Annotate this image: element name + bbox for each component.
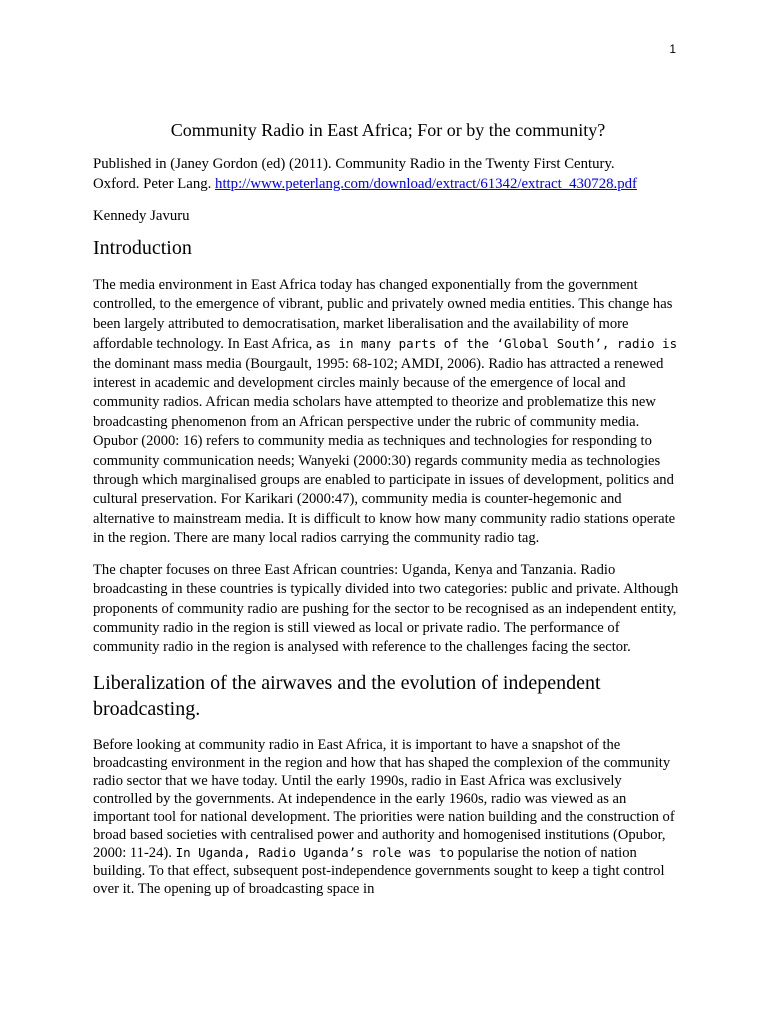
section-heading-liberalization: Liberalization of the airwaves and the evolution of independent broadcasting. xyxy=(93,671,601,720)
paragraph-liberalization-1-part-b: In Uganda, Radio Uganda’s role was to xyxy=(175,844,455,860)
paragraph-intro-1-part-b: as in many parts of the ‘Global South’, radio is xyxy=(315,336,678,352)
publication-line-2-prefix: Oxford. Peter Lang. xyxy=(93,176,216,192)
paragraph-intro-2: The chapter focuses on three East African countries: Uganda, Kenya and Tanzania. Radio broadcasting in these countries is typically divided into two categories: public and private. Although proponents of community radio are pushing for the sector to be recognised as an independent entity, community radio in the region is still viewed as local or private radio. The performance of community radio in the region is analysed with reference to the challenges facing the sector. xyxy=(93,561,679,656)
paragraph-liberalization-1-part-a: Before looking at community radio in East Africa, it is important to have a snapshot of the broadcasting environment in the region and how that has shaped the complexion of the community radio sector that we have today. Until the early 1990s, radio in East Africa was exclusively controlled by the governments. At independence in the early 1960s, radio was viewed as an important tool for national development. The priorities were nation building and the construction of broad based societies with centralised power and authority and homogenised institutions (Opubor, 2000: 11-24). xyxy=(93,736,675,861)
paragraph-intro-1-part-c: the dominant mass media (Bourgault, 1995: 68-102; AMDI, 2006). Radio has attracted a renewed interest in academic and development circles mainly because of the emergence of local and community radios. African media scholars have attempted to theorize and problematize this new broadcasting phenomenon from an African perspective under the rubric of community media. Opubor (2000: 16) refers to community media as techniques and technologies for responding to community communication needs; Wanyeki (2000:30) regards community media as technologies through which marginalised groups are enabled to participate in issues of development, politics and cultural preservation. For Karikari (2000:47), community media is counter-hegemonic and alternative to mainstream media. It is difficult to know how many community radio stations operate in the region. There are many local radios carrying the community radio tag. xyxy=(93,355,676,547)
paragraph-liberalization-1-part-c: popularise the notion of nation building. To that effect, subsequent post-independence governments sought to keep a tight control over it. The opening up of broadcasting space in xyxy=(93,844,665,897)
paragraph-liberalization-1 xyxy=(93,736,683,898)
document-body xyxy=(93,118,683,910)
section-heading-introduction: Introduction xyxy=(93,237,192,259)
document-title: Community Radio in East Africa; For or by the community? xyxy=(170,120,606,140)
publication-info xyxy=(93,154,683,194)
publication-line-1: Published in (Janey Gordon (ed) (2011). Community Radio in the Twenty First Century. xyxy=(93,156,615,172)
paragraph-intro-1 xyxy=(93,276,683,549)
page-number: 1 xyxy=(669,42,676,56)
author-name: Kennedy Javuru xyxy=(93,208,190,224)
paragraph-intro-1-part-a: The media environment in East Africa today has changed exponentially from the government controlled, to the emergence of vibrant, public and privately owned media entities. This change has been largely attributed to democratisation, market liberalisation and the availability of more affordable technology. In East Africa, xyxy=(93,277,673,353)
publication-link[interactable]: http://www.peterlang.com/download/extract/61342/extract_430728.pdf xyxy=(215,176,637,192)
